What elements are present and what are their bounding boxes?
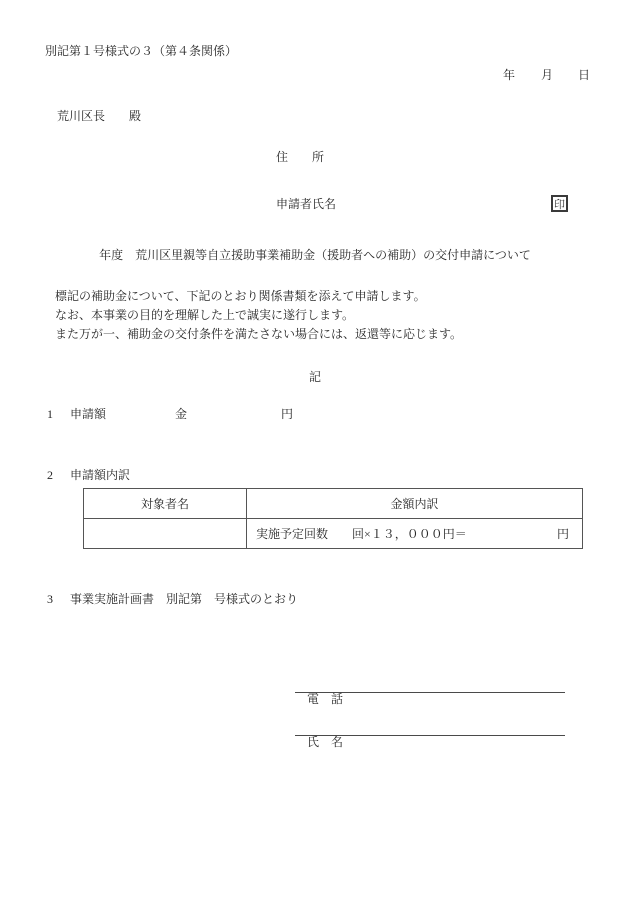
item3-label: 事業実施計画書 別記第 号様式のとおり	[70, 592, 299, 606]
item2-number: 2	[47, 468, 53, 482]
item1-amount-prefix: 金	[175, 407, 188, 421]
body-line-2: なお、本事業の目的を理解した上で誠実に遂行します。	[55, 308, 355, 322]
item3-number: 3	[47, 592, 53, 606]
item1-amount-unit: 円	[281, 407, 294, 421]
seal-mark-box	[551, 195, 568, 212]
addressee: 荒川区長 殿	[57, 109, 142, 123]
date-day-label: 日	[578, 68, 591, 82]
body-line-1: 標記の補助金について、下記のとおり関係書類を添えて申請します。	[55, 289, 426, 303]
formula-text: 実施予定回数 回×１３，０００円＝	[256, 527, 467, 541]
breakdown-table	[83, 488, 583, 549]
form-number: 別記第１号様式の３（第４条関係）	[45, 44, 238, 58]
name-field	[295, 718, 565, 749]
header-target-name: 対象者名	[84, 489, 247, 519]
formula-unit: 円	[556, 527, 569, 541]
table-header-row	[84, 489, 583, 519]
document-title: 年度 荒川区里親等自立援助事業補助金（援助者への補助）の交付申請について	[99, 248, 531, 262]
table-data-row	[84, 519, 583, 549]
seal-mark: 印	[554, 198, 565, 211]
phone-field	[295, 675, 565, 706]
formula-cell-container	[247, 519, 583, 549]
name-label: 氏 名	[307, 735, 344, 749]
date-month-label: 月	[541, 68, 554, 82]
phone-label: 電 話	[307, 692, 344, 706]
target-name-cell-empty	[84, 519, 247, 549]
date-year-label: 年	[503, 68, 516, 82]
item2-label: 申請額内訳	[70, 468, 131, 482]
formula-cell	[247, 519, 582, 548]
record-heading: 記	[308, 370, 321, 384]
header-amount-breakdown: 金額内訳	[247, 489, 583, 519]
item1-number: 1	[47, 407, 53, 421]
body-line-3: また万が一、補助金の交付条件を満たさない場合には、返還等に応じます。	[55, 327, 463, 341]
applicant-name-label: 申請者氏名	[276, 197, 337, 211]
address-label: 住 所	[276, 150, 325, 164]
item1-label: 申請額	[70, 407, 107, 421]
